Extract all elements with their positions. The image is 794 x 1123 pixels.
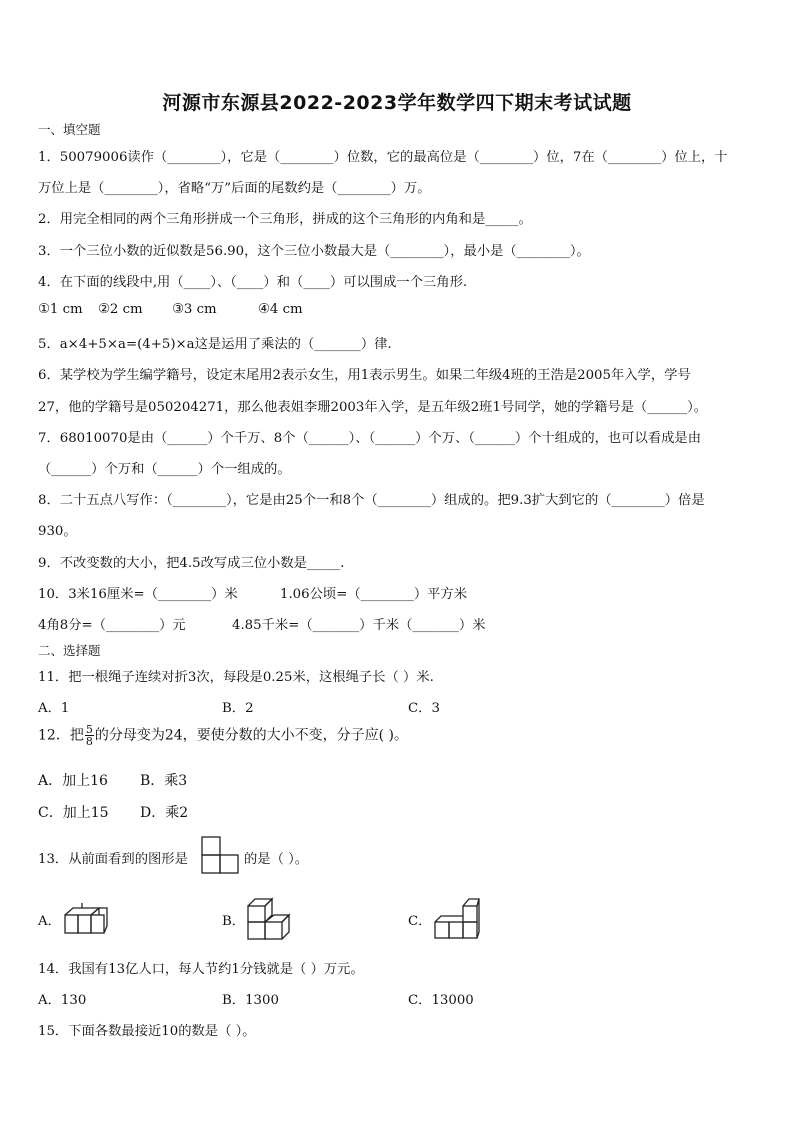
question-14-option-c: C．13000 — [408, 993, 474, 1008]
fraction-five-eighths — [85, 724, 94, 747]
question-10-part-c: 4角8分=（________）元 — [38, 618, 186, 633]
question-10-part-b: 1.06公顷=（________）平方米 — [280, 587, 468, 602]
question-11-option-a: A．1 — [38, 701, 70, 716]
option-c-cube-figure — [433, 896, 481, 942]
front-view-figure — [201, 836, 241, 876]
question-4-option-4: ④4 cm — [258, 302, 303, 317]
question-14-stem: 14．我国有13亿人口，每人节约1分钱就是（ ）万元。 — [38, 962, 364, 977]
question-14-option-a: A．130 — [38, 993, 87, 1008]
fraction-denominator: 8 — [85, 735, 93, 748]
question-15-stem: 15．下面各数最接近10的数是（ ）。 — [38, 1024, 256, 1039]
question-12-option-b: B．乘3 — [140, 773, 188, 789]
question-14-option-b: B．1300 — [222, 993, 279, 1008]
question-12-stem — [38, 724, 408, 747]
question-6-line-2: 27，他的学籍号是050204271，那么他表姐李珊2003年入学，是五年级2班1号同学，她的学籍号是（______）。 — [38, 400, 708, 415]
question-11-option-b: B．2 — [222, 701, 254, 716]
option-b-cube-figure — [246, 896, 292, 942]
question-1-line-1: 1．50079006读作（________），它是（________）位数，它的最高位是（________）位，7在（________）位上，十 — [38, 150, 728, 165]
question-11-stem: 11．把一根绳子连续对折3次，每段是0.25米，这根绳子长（ ）米. — [38, 670, 434, 685]
question-4-option-3: ③3 cm — [172, 302, 217, 317]
question-7-line-2: （______）个万和（______）个一组成的。 — [38, 462, 291, 477]
question-8-line-1: 8．二十五点八写作：（________），它是由25个一和8个（________）组成的。把9.3扩大到它的（________）倍是 — [38, 493, 705, 508]
question-13-suffix: 的是（ ）。 — [244, 852, 309, 867]
option-a-cube-figure — [64, 901, 110, 935]
question-8-line-2: 930。 — [38, 524, 77, 539]
question-4-option-2: ②2 cm — [98, 302, 143, 317]
fraction-numerator: 5 — [85, 723, 93, 736]
question-13-option-c-label: C． — [408, 914, 432, 929]
question-9: 9．不改变数的大小，把4.5改写成三位小数是_____. — [38, 556, 345, 571]
question-12-option-c: C．加上15 — [38, 805, 109, 821]
question-13-option-b-label: B． — [222, 914, 246, 929]
question-10-part-d: 4.85千米=（_______）千米（_______）米 — [232, 618, 486, 633]
question-6-line-1: 6．某学校为学生编学籍号，设定末尾用2表示女生，用1表示男生。如果二年级4班的王浩是2005年入学，学号 — [38, 368, 691, 383]
question-12-suffix: 的分母变为24，要使分数的大小不变，分子应( )。 — [94, 727, 409, 744]
section-heading-fill-blank: 一、填空题 — [38, 122, 101, 137]
question-12-option-a: A．加上16 — [38, 773, 108, 789]
question-12-option-d: D．乘2 — [140, 805, 189, 821]
question-7-line-1: 7．68010070是由（______）个千万、8个（______）、（______）个万、（______）个十组成的，也可以看成是由 — [38, 431, 702, 446]
question-12-prefix: 12．把 — [38, 727, 84, 744]
question-4-stem: 4．在下面的线段中,用（____）、（____）和（____）可以围成一个三角形. — [38, 275, 468, 290]
question-4-option-1: ①1 cm — [38, 302, 83, 317]
question-3: 3．一个三位小数的近似数是56.90，这个三位小数最大是（________），最小是（________）。 — [38, 244, 590, 259]
question-10-part-a: 10．3米16厘米=（________）米 — [38, 587, 238, 602]
question-1-line-2: 万位上是（________），省略“万”后面的尾数约是（________）万。 — [38, 181, 431, 196]
page-title: 河源市东源县2022-2023学年数学四下期末考试试题 — [162, 92, 632, 114]
question-5: 5．a×4+5×a=(4+5)×a这是运用了乘法的（_______）律. — [38, 337, 392, 352]
section-heading-choice: 二、选择题 — [38, 643, 101, 658]
question-13-option-a-label: A． — [38, 914, 61, 929]
question-13-prefix: 13．从前面看到的图形是 — [38, 852, 188, 867]
question-2: 2．用完全相同的两个三角形拼成一个三角形，拼成的这个三角形的内角和是_____。 — [38, 212, 532, 227]
question-11-option-c: C．3 — [408, 701, 440, 716]
